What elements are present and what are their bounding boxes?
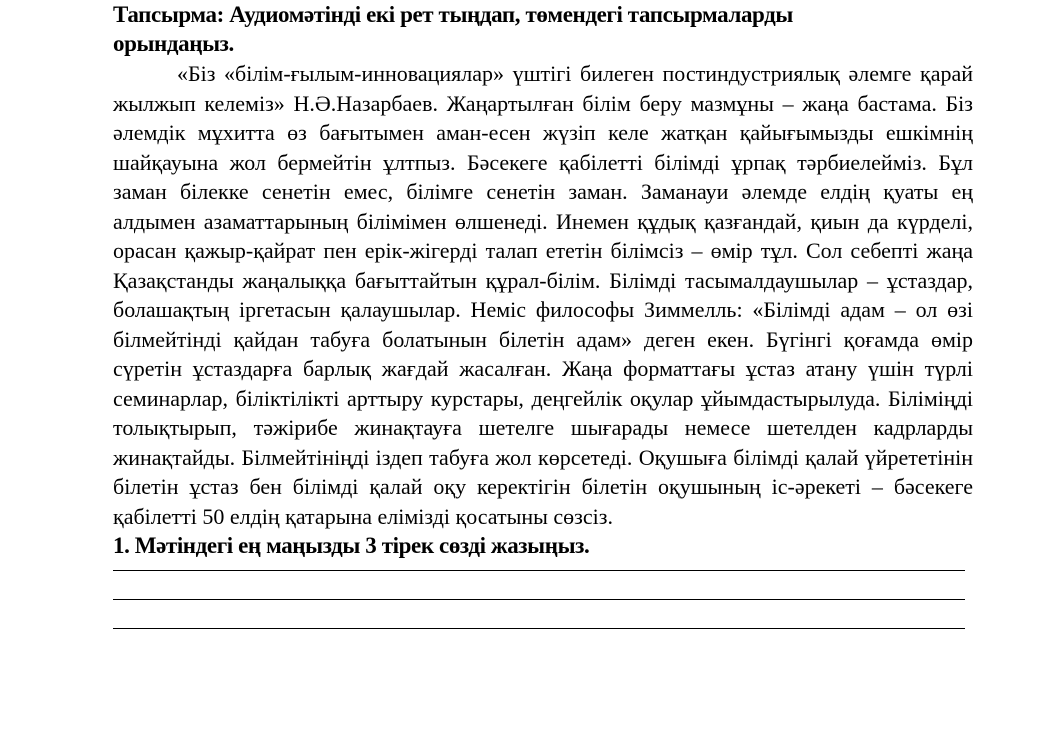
- task-instruction: Тапсырма: Аудиомәтінді екі рет тыңдап, төмендегі тапсырмаларды орындаңыз.: [113, 2, 793, 56]
- worksheet-page: [113, 0, 973, 657]
- answer-line[interactable]: [113, 599, 965, 600]
- question-1: 1. Мәтіндегі ең маңызды 3 тірек сөзді жазыңыз.: [113, 533, 590, 558]
- reading-passage: «Біз «білім-ғылым-инновациялар» үштігі билеген постиндустриялық әлемге қарай жылжып келеміз» Н.Ә.Назарбаев. Жаңартылған білім беру мазмұны – жаңа бастама. Біз әлемдік мұхитта өз бағытымен аман-есен жүзіп келе жатқан қайығымызды ешкімнің шайқауына жол бермейтін ұлтпыз. Бәсекеге қабілетті білімді ұрпақ тәрбиелейміз. Бұл заман білекке сенетін емес, білімге сенетін заман. Заманауи әлемде елдің қуаты ең алдымен азаматтарының білімімен өлшенеді. Инемен құдық қазғандай, қиын да күрделі, орасан қажыр-қайрат пен ерік-жігерді талап ететін білімсіз – өмір тұл. Сол себепті жаңа Қазақстанды жаңалыққа бағыттайтын құрал-білім. Білімді тасымалдаушылар – ұстаздар, болашақтың іргетасын қалаушылар. Неміс философы Зиммелль: «Білімді адам – ол өзі білмейтінді қайдан табуға болатынын білетін адам» деген екен. Бүгінгі қоғамда өмір сүретін ұстаздарға барлық жағдай жасалған. Жаңа форматтағы ұстаз атану үшін түрлі семинарлар, біліктілікті арттыру курстары, деңгейлік оқулар ұйымдастырылуда. Біліміңді толықтырып, тәжірибе жинақтауға шетелге шығарады немесе шетелден кадрларды жинақтайды. Білмейтініңді іздеп табуға жол көрсетеді. Оқушыға білімді қалай үйрететінін білетін ұстаз бен білімді қалай оқу керектігін білетін оқушының іс-әрекеті – бәсекеге қабілетті 50 елдің қатарына елімізді қосатыны сөзсіз.: [113, 61, 973, 529]
- answer-line[interactable]: [113, 628, 965, 629]
- answer-line[interactable]: [113, 570, 965, 571]
- answer-area[interactable]: [113, 570, 973, 629]
